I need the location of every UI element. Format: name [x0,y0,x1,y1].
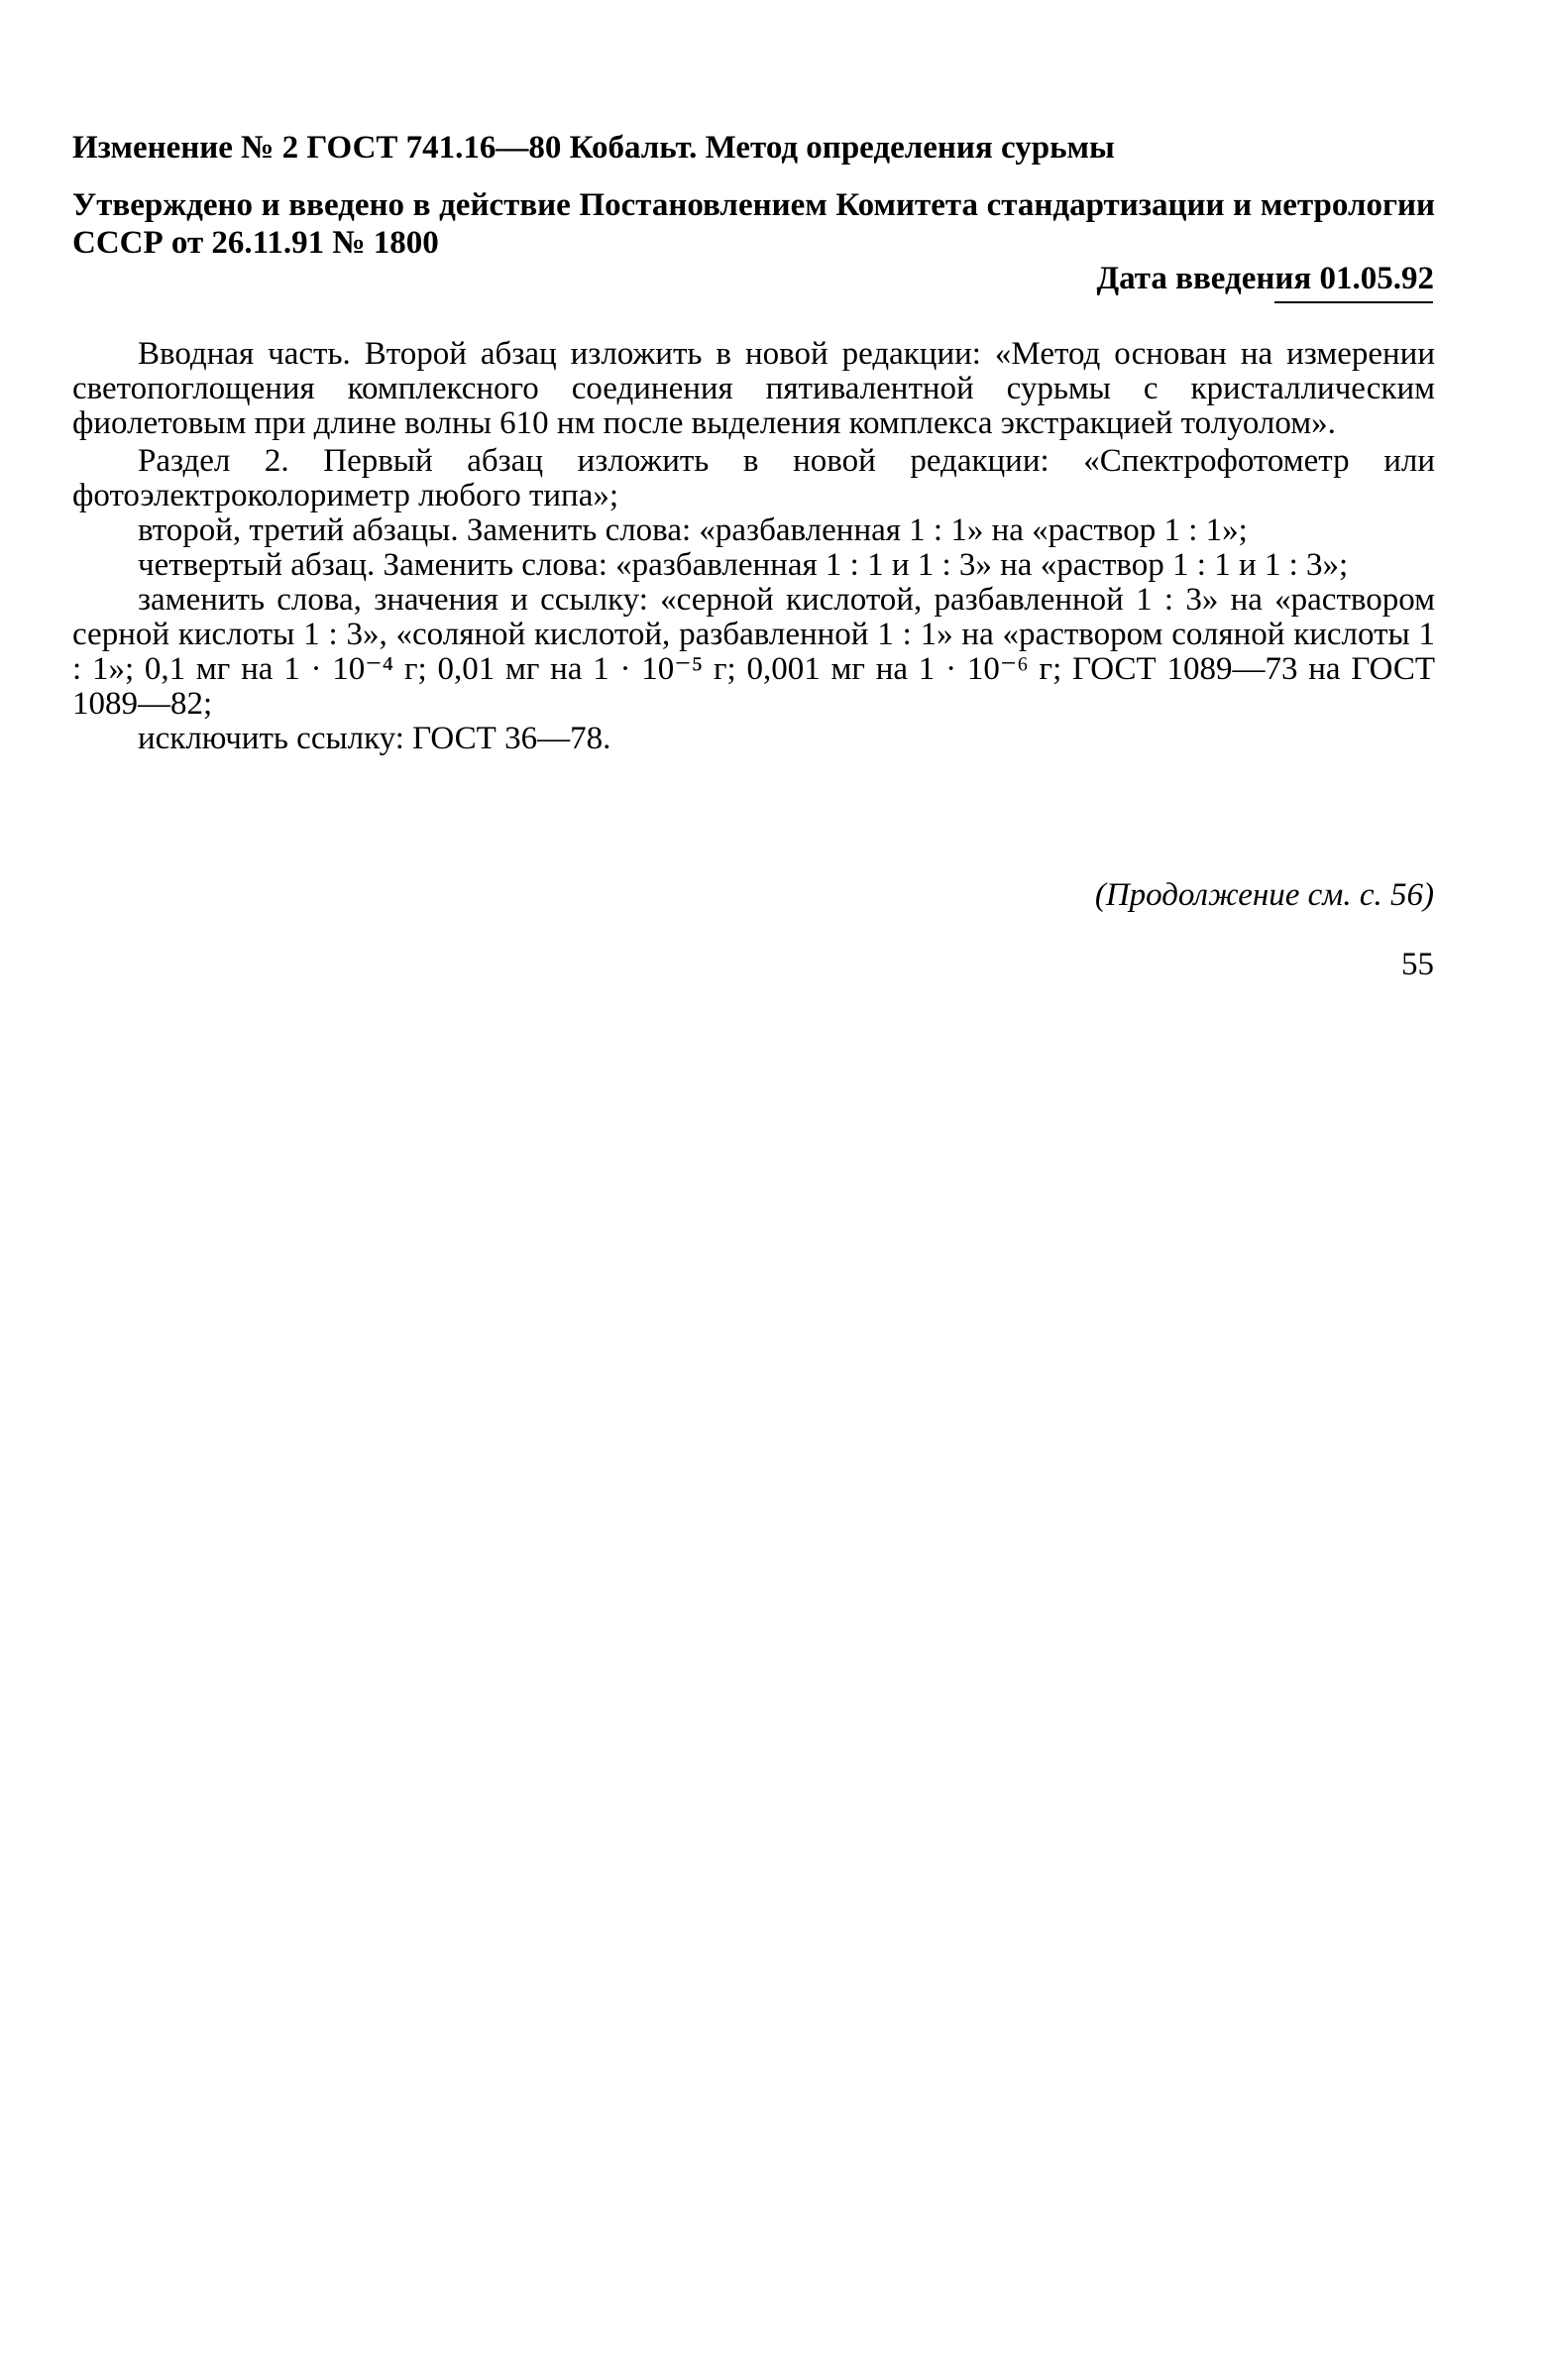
document-body [72,337,1435,756]
paragraph-replace-words: заменить слова, значения и ссылку: «серной кислотой, разбавленной 1 : 3» на «раствором серной кислоты 1 : 3», «соляной кислотой, разбавленной 1 : 1» на «раствором соляной кислоты 1 : 1»; 0,1 мг на 1 · 10⁻⁴ г; 0,01 мг на 1 · 10⁻⁵ г; 0,001 мг на 1 · 10⁻⁶ г; ГОСТ 1089—73 на ГОСТ 1089—82; [72,582,1435,722]
paragraph-section-2: Раздел 2. Первый абзац изложить в новой редакции: «Спектрофотометр или фотоэлектроколориметр любого типа»; [72,443,1435,513]
date-underline [1274,301,1433,303]
paragraph-exclude-reference: исключить ссылку: ГОСТ 36—78. [138,721,611,756]
page-number: 55 [1401,947,1434,982]
continuation-note: (Продолжение см. с. 56) [1094,877,1434,913]
introduction-date: Дата введения 01.05.92 [1096,261,1434,296]
approval-statement: Утверждено и введено в действие Постановлением Комитета стандартизации и метрологии СССР от 26.11.91 № 1800 [72,187,1435,261]
paragraph-second-third: второй, третий абзацы. Заменить слова: «разбавленная 1 : 1» на «раствор 1 : 1»; [138,512,1248,548]
paragraph-intro-part: Вводная часть. Второй абзац изложить в новой редакции: «Метод основан на измерении светопоглощения комплексного соединения пятивалентной сурьмы с кристаллическим фиолетовым при длине волны 610 нм после выделения комплекса экстракцией толуолом». [72,336,1435,441]
document-title: Изменение № 2 ГОСТ 741.16—80 Кобальт. Метод определения сурьмы [72,130,1115,166]
paragraph-fourth: четвертый абзац. Заменить слова: «разбавленная 1 : 1 и 1 : 3» на «раствор 1 : 1 и 1 : 3»; [138,547,1349,583]
